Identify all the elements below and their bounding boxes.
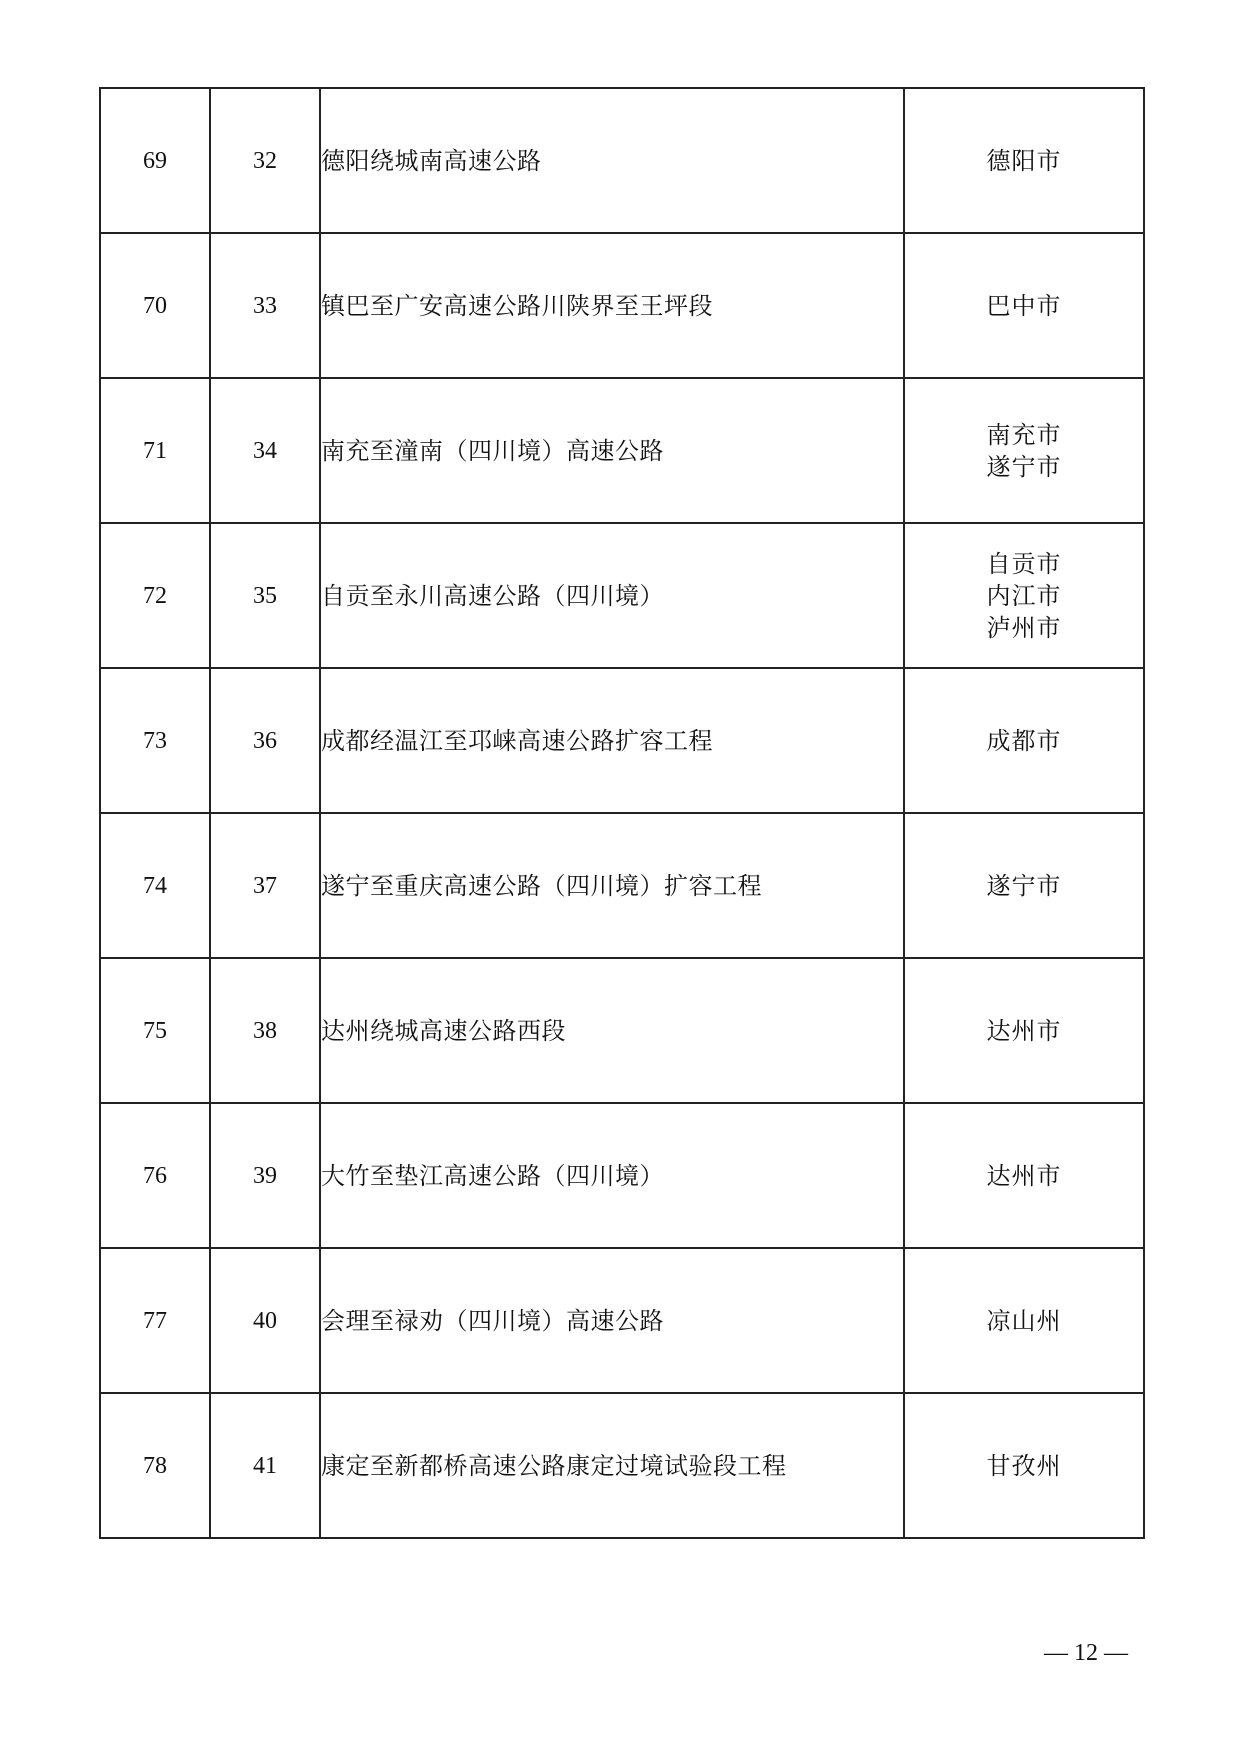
region-cell xyxy=(904,233,1144,378)
page-number: — 12 — xyxy=(1044,1640,1128,1666)
project-name-cell: 成都经温江至邛崃高速公路扩容工程 xyxy=(320,668,904,813)
project-number-cell: 35 xyxy=(210,523,320,668)
region-cell xyxy=(904,378,1144,523)
region-name: 遂宁市 xyxy=(986,452,1062,481)
table-row xyxy=(100,813,1144,958)
region-cell xyxy=(904,523,1144,668)
region-cell xyxy=(904,958,1144,1103)
sequence-number-cell: 76 xyxy=(100,1103,210,1248)
project-number-cell: 41 xyxy=(210,1393,320,1538)
table-row xyxy=(100,1248,1144,1393)
table-row xyxy=(100,1103,1144,1248)
project-table-body xyxy=(100,88,1144,1538)
region-cell xyxy=(904,1103,1144,1248)
project-number-cell: 38 xyxy=(210,958,320,1103)
region-name: 遂宁市 xyxy=(986,871,1062,900)
table-row xyxy=(100,233,1144,378)
project-name-cell: 会理至禄劝（四川境）高速公路 xyxy=(320,1248,904,1393)
region-name: 成都市 xyxy=(986,726,1062,755)
sequence-number-cell: 77 xyxy=(100,1248,210,1393)
project-name-cell: 德阳绕城南高速公路 xyxy=(320,88,904,233)
sequence-number-cell: 69 xyxy=(100,88,210,233)
table-row xyxy=(100,523,1144,668)
sequence-number-cell: 70 xyxy=(100,233,210,378)
region-name: 自贡市 xyxy=(986,549,1062,578)
table-row xyxy=(100,1393,1144,1538)
region-name: 凉山州 xyxy=(986,1306,1062,1335)
table-row xyxy=(100,958,1144,1103)
project-name-cell: 自贡至永川高速公路（四川境） xyxy=(320,523,904,668)
project-name-cell: 康定至新都桥高速公路康定过境试验段工程 xyxy=(320,1393,904,1538)
region-name: 南充市 xyxy=(986,420,1062,449)
region-name: 达州市 xyxy=(986,1016,1062,1045)
table-row xyxy=(100,88,1144,233)
project-name-cell: 达州绕城高速公路西段 xyxy=(320,958,904,1103)
region-name: 泸州市 xyxy=(986,613,1062,642)
project-name-cell: 南充至潼南（四川境）高速公路 xyxy=(320,378,904,523)
sequence-number-cell: 72 xyxy=(100,523,210,668)
region-name: 甘孜州 xyxy=(986,1451,1062,1480)
region-name: 德阳市 xyxy=(986,146,1062,175)
sequence-number-cell: 74 xyxy=(100,813,210,958)
project-number-cell: 37 xyxy=(210,813,320,958)
sequence-number-cell: 71 xyxy=(100,378,210,523)
region-cell xyxy=(904,668,1144,813)
project-number-cell: 36 xyxy=(210,668,320,813)
project-number-cell: 39 xyxy=(210,1103,320,1248)
region-name: 内江市 xyxy=(986,581,1062,610)
sequence-number-cell: 75 xyxy=(100,958,210,1103)
sequence-number-cell: 73 xyxy=(100,668,210,813)
project-number-cell: 34 xyxy=(210,378,320,523)
project-name-cell: 大竹至垫江高速公路（四川境） xyxy=(320,1103,904,1248)
project-number-cell: 33 xyxy=(210,233,320,378)
region-cell xyxy=(904,813,1144,958)
region-name: 巴中市 xyxy=(986,291,1062,320)
project-table xyxy=(99,87,1145,1539)
project-number-cell: 32 xyxy=(210,88,320,233)
region-cell xyxy=(904,1393,1144,1538)
region-cell xyxy=(904,88,1144,233)
region-cell xyxy=(904,1248,1144,1393)
sequence-number-cell: 78 xyxy=(100,1393,210,1538)
project-name-cell: 遂宁至重庆高速公路（四川境）扩容工程 xyxy=(320,813,904,958)
project-number-cell: 40 xyxy=(210,1248,320,1393)
table-row xyxy=(100,668,1144,813)
region-name: 达州市 xyxy=(986,1161,1062,1190)
project-name-cell: 镇巴至广安高速公路川陕界至王坪段 xyxy=(320,233,904,378)
table-row xyxy=(100,378,1144,523)
